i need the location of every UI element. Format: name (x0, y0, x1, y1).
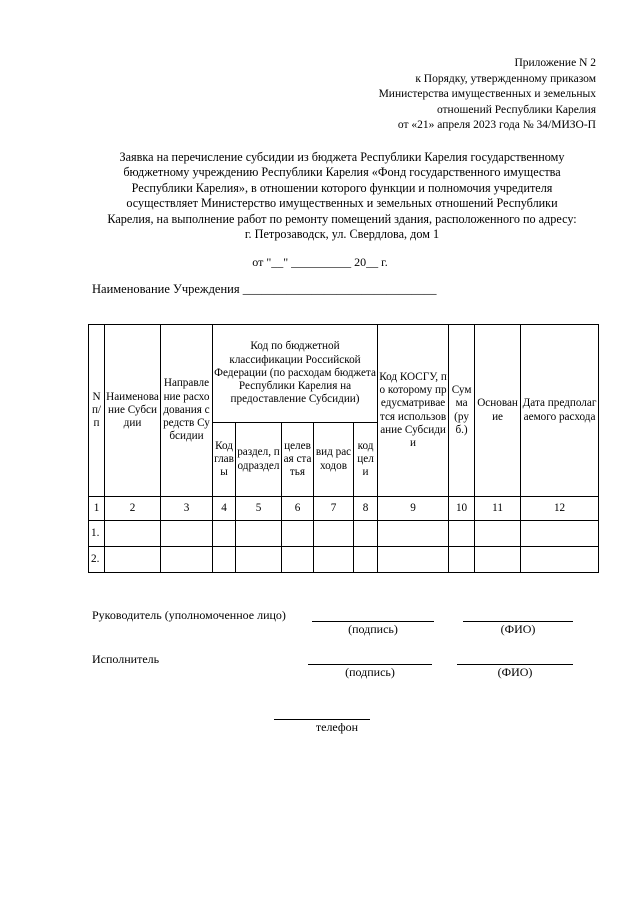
table-cell[interactable] (475, 521, 521, 547)
table-cell[interactable] (314, 547, 354, 573)
table-cell[interactable] (105, 521, 161, 547)
annex-header (379, 56, 596, 134)
column-number: 3 (161, 497, 213, 521)
table-cell[interactable] (475, 547, 521, 573)
title-line: осуществляет Министерство имущественных и земельных отношений Республики (126, 196, 558, 211)
date-line: от "__" __________ 20__ г. (252, 255, 388, 269)
column-number: 7 (314, 497, 354, 521)
head-sign-caption: (подпись) (348, 622, 398, 636)
table-cell[interactable] (213, 521, 236, 547)
annex-line: к Порядку, утвержденному приказом (415, 72, 596, 85)
header-expense-type: вид расходов (314, 423, 354, 497)
header-basis: Основание (475, 325, 521, 497)
column-number: 5 (236, 497, 282, 521)
table-cell[interactable] (236, 547, 282, 573)
column-number: 6 (282, 497, 314, 521)
table-cell[interactable] (282, 547, 314, 573)
title-line: бюджетному учреждению Республики Карелия «Фонд государственного имущества (123, 165, 561, 180)
table-cell[interactable] (449, 547, 475, 573)
phone-caption: телефон (315, 720, 359, 734)
column-number: 12 (521, 497, 599, 521)
header-direction: Направление расходования средств Субсидии (161, 325, 213, 497)
table-cell[interactable] (161, 547, 213, 573)
header-target-article: целевая статья (282, 423, 314, 497)
header-budget-classification: Код по бюджетной классификации Российской Федерации (по расходам бюджета Республики Карелия на предоставление Субсидии) (213, 325, 378, 423)
subsidy-table (88, 324, 599, 573)
header-section: раздел, подраздел (236, 423, 282, 497)
table-cell[interactable] (314, 521, 354, 547)
column-number: 9 (378, 497, 449, 521)
title-line: Карелия, на выполнение работ по ремонту помещений здания, расположенного по адресу: (107, 211, 577, 226)
table-row (89, 521, 599, 547)
executor-sign-caption: (подпись) (345, 665, 395, 679)
table-cell[interactable] (282, 521, 314, 547)
head-fio-caption: (ФИО) (500, 622, 536, 636)
annex-line: Приложение N 2 (514, 57, 596, 69)
title-line: Республики Карелия», в отношении которого функции и полномочия учредителя (131, 180, 553, 195)
executor-fio-caption: (ФИО) (497, 665, 533, 679)
annex-line: Министерства имущественных и земельных (378, 88, 596, 100)
table-cell[interactable] (521, 547, 599, 573)
table-cell[interactable] (354, 521, 378, 547)
table-cell[interactable] (521, 521, 599, 547)
header-chapter-code: Код главы (213, 423, 236, 497)
column-number: 1 (89, 497, 105, 521)
table-row (89, 547, 599, 573)
title-line: г. Петрозаводск, ул. Свердлова, дом 1 (244, 227, 440, 242)
table-cell[interactable] (378, 547, 449, 573)
row-number: 1. (89, 521, 105, 547)
row-number: 2. (89, 547, 105, 573)
column-number: 10 (449, 497, 475, 521)
head-label: Руководитель (уполномоченное лицо) (92, 608, 286, 622)
header-num: N п/п (89, 325, 105, 497)
header-date: Дата предполагаемого расхода (521, 325, 599, 497)
table-cell[interactable] (213, 547, 236, 573)
header-goal-code: код цели (354, 423, 378, 497)
header-sum: Сумма (руб.) (449, 325, 475, 497)
column-number: 11 (475, 497, 521, 521)
document-title (86, 150, 598, 242)
table-cell[interactable] (236, 521, 282, 547)
annex-line: отношений Республики Карелия (436, 103, 596, 116)
table-cell[interactable] (161, 521, 213, 547)
column-number: 8 (354, 497, 378, 521)
table-cell[interactable] (354, 547, 378, 573)
header-kosgu: Код КОСГУ, по которому предусматривается использование Субсидии (378, 325, 449, 497)
annex-line: от «21» апреля 2023 года № 34/МИЗО-П (397, 119, 596, 131)
table-cell[interactable] (105, 547, 161, 573)
executor-label: Исполнитель (92, 652, 160, 666)
institution-name-line: Наименование Учреждения _______________________________ (92, 282, 437, 296)
header-subsidy-name: Наименование Субсидии (105, 325, 161, 497)
table-cell[interactable] (378, 521, 449, 547)
title-line: Заявка на перечисление субсидии из бюджета Республики Карелия государственному (119, 150, 565, 164)
column-number: 4 (213, 497, 236, 521)
column-number: 2 (105, 497, 161, 521)
table-cell[interactable] (449, 521, 475, 547)
